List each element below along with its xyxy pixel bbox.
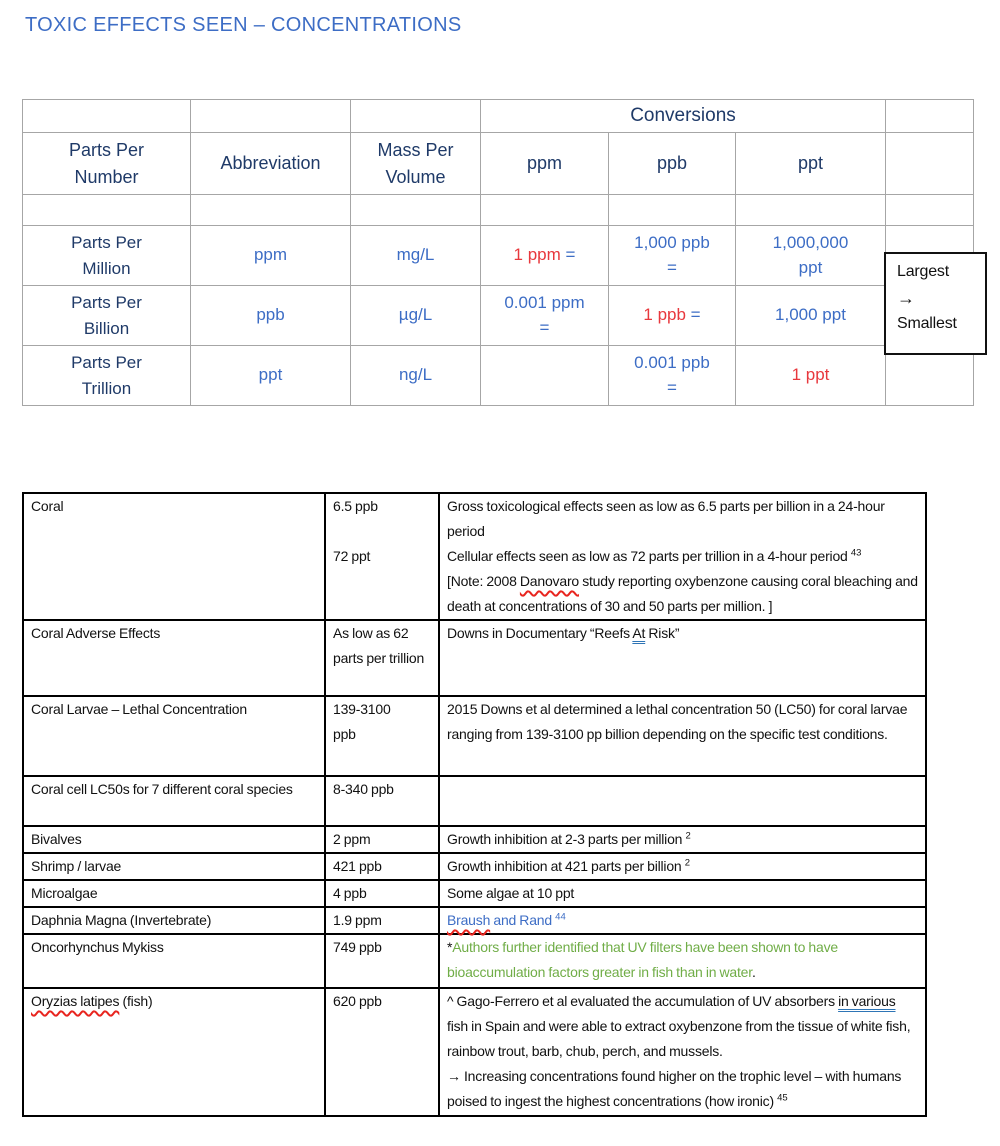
- description-paragraph: [447, 494, 918, 544]
- cell-ppt-abbr: ppt: [191, 346, 351, 406]
- grammar-flagged-word: At: [632, 625, 646, 641]
- concentration-cell: 620 ppb: [325, 988, 439, 1116]
- organism-cell: Coral Larvae – Lethal Concentration: [23, 696, 325, 776]
- description-cell: [439, 826, 926, 853]
- braush-rand-link[interactable]: [447, 912, 566, 928]
- empty-cell: [191, 195, 351, 226]
- description-cell: [439, 493, 926, 620]
- organism-cell: Microalgae: [23, 880, 325, 907]
- cell-ppb-abbr: ppb: [191, 286, 351, 346]
- row-label: Parts Per Million: [71, 233, 142, 278]
- concentration-cell: 1.9 ppm: [325, 907, 439, 934]
- concentration-value: 72 ppt: [333, 548, 371, 564]
- description-text: Growth inhibition at 2-3 parts per million: [447, 831, 686, 847]
- empty-cell: [481, 195, 609, 226]
- table-row-bivalves: [23, 826, 926, 853]
- misspelled-word: Braush: [447, 912, 491, 928]
- description-text: Growth inhibition at 421 parts per billion: [447, 858, 685, 874]
- description-cell: [439, 907, 926, 934]
- col-header-mass-per-volume: [351, 133, 481, 195]
- col-header-label: Parts Per Number: [68, 139, 145, 187]
- cell-ppm-to-ppb: [609, 226, 736, 286]
- description-text: Risk”: [645, 625, 680, 641]
- concentration-cell: [325, 696, 439, 776]
- toxic-effects-table: [22, 492, 927, 1117]
- equals-sign: =: [667, 257, 677, 277]
- description-cell: [439, 853, 926, 880]
- description-paragraph: [447, 544, 918, 569]
- empty-cell: [191, 100, 351, 133]
- description-text: ^ Gago-Ferrero et al evaluated the accumulation of UV absorbers: [447, 993, 839, 1009]
- grammar-flagged-phrase: in various: [838, 993, 896, 1009]
- col-header-parts-per-number: [23, 133, 191, 195]
- organism-cell: Coral Adverse Effects: [23, 620, 325, 696]
- row-label: Parts Per Billion: [71, 293, 142, 338]
- description-text-green: Authors further identified that UV filters have been shown to have bioaccumulation factors greater in fish than in water: [447, 939, 838, 980]
- organism-cell: Oncorhynchus Mykiss: [23, 934, 325, 988]
- footnote-superscript: 2: [685, 830, 691, 842]
- cell-ppt-to-ppb: [609, 346, 736, 406]
- organism-cell: Bivalves: [23, 826, 325, 853]
- cell-ppm-to-ppt: [736, 226, 886, 286]
- cell-ppm-to-ppm: [481, 226, 609, 286]
- organism-cell: Daphnia Magna (Invertebrate): [23, 907, 325, 934]
- organism-name-text: (fish): [119, 993, 153, 1009]
- equals-sign: =: [560, 245, 576, 265]
- cell-ppb-to-ppm: [481, 286, 609, 346]
- conversion-unit: ppt: [798, 257, 823, 277]
- footnote-superscript: 2: [684, 857, 691, 869]
- empty-cell: [23, 100, 191, 133]
- table-row-coral-cell-lc50s: [23, 776, 926, 826]
- row-parts-per-trillion: [23, 346, 974, 406]
- organism-cell: Coral: [23, 493, 325, 620]
- cell-ppt-mass: ng/L: [351, 346, 481, 406]
- concentration-cell: As low as 62 parts per trillion: [325, 620, 439, 696]
- description-cell: 2015 Downs et al determined a lethal concentration 50 (LC50) for coral larvae ranging from 139-3100 pp billion depending on the specific test conditions.: [439, 696, 926, 776]
- description-paragraph: [447, 989, 918, 1064]
- table-row-coral-adverse-effects: [23, 620, 926, 696]
- concentration-cell: [325, 493, 439, 620]
- concentration-value: 6.5 ppb: [333, 498, 378, 514]
- organism-cell: Shrimp / larvae: [23, 853, 325, 880]
- table-row-oncorhynchus-mykiss: [23, 934, 926, 988]
- footnote-superscript: 43: [850, 547, 862, 559]
- empty-cell: [481, 346, 609, 406]
- footnote-superscript: 45: [777, 1092, 788, 1104]
- highlighted-value: 1 ppm: [513, 245, 561, 265]
- table-row-coral: [23, 493, 926, 620]
- col-header-ppb: ppb: [609, 133, 736, 195]
- description-cell: [439, 934, 926, 988]
- concentration-cell: 749 ppb: [325, 934, 439, 988]
- col-header-label: Mass Per Volume: [377, 139, 454, 187]
- footnote-superscript: 44: [555, 911, 566, 923]
- table-row-shrimp-larvae: [23, 853, 926, 880]
- col-header-ppt: ppt: [736, 133, 886, 195]
- empty-cell: [351, 195, 481, 226]
- empty-cell: [886, 100, 974, 133]
- row-parts-per-billion: [23, 286, 974, 346]
- description-text: fish in Spain and were able to extract oxybenzone from the tissue of white fish, rainbow trout, barb, chub, perch, and mussels.: [447, 1018, 911, 1059]
- conversion-value: 1,000 ppb: [634, 232, 710, 252]
- description-text: study reporting oxybenzone causing coral bleaching and death at concentrations of 30 and 50 parts per million. ]: [447, 573, 918, 614]
- equals-sign: =: [539, 317, 550, 337]
- conversion-table: [22, 99, 974, 406]
- column-header-row: [23, 133, 974, 195]
- note-largest-label: Largest: [897, 263, 949, 280]
- blank-line: [333, 519, 431, 544]
- description-cell: Some algae at 10 ppt: [439, 880, 926, 907]
- table-row-microalgae: [23, 880, 926, 907]
- description-text: → Increasing concentrations found higher on the trophic level – with humans poised to ingest the highest concentrations (how ironic): [447, 1068, 902, 1109]
- cell-ppt-to-ppt: 1 ppt: [736, 346, 886, 406]
- description-text: Gross toxicological effects seen as low as 6.5 parts per billion in a 24-hour period: [447, 498, 885, 539]
- concentration-cell: 421 ppb: [325, 853, 439, 880]
- description-cell: [439, 620, 926, 696]
- table-row-coral-larvae: [23, 696, 926, 776]
- cell-ppb-to-ppb: [609, 286, 736, 346]
- table-row-oryzias-latipes: [23, 988, 926, 1116]
- link-text: and Rand: [490, 912, 556, 928]
- asterisk: *: [447, 939, 453, 955]
- equals-sign: =: [667, 377, 677, 397]
- organism-cell: [23, 988, 325, 1116]
- misspelled-word: Oryzias latipes: [31, 993, 120, 1009]
- conversion-value: 0.001 ppm: [504, 292, 585, 312]
- concentration-cell: 8-340 ppb: [325, 776, 439, 826]
- page-title: TOXIC EFFECTS SEEN – CONCENTRATIONS: [25, 14, 462, 36]
- concentration-unit: ppb: [333, 726, 356, 742]
- conversion-value: 1,000,000: [772, 232, 849, 252]
- empty-cell: [351, 100, 481, 133]
- equals-sign: =: [685, 305, 701, 325]
- empty-cell: [886, 133, 974, 195]
- cell-ppb-name: [23, 286, 191, 346]
- cell-ppm-abbr: ppm: [191, 226, 351, 286]
- description-text: .: [751, 964, 756, 980]
- empty-cell: [886, 195, 974, 226]
- cell-ppm-name: [23, 226, 191, 286]
- conversions-header-row: [23, 100, 974, 133]
- row-label: Parts Per Trillion: [71, 353, 142, 398]
- row-parts-per-million: [23, 226, 974, 286]
- note-smallest-label: Smallest: [897, 315, 957, 332]
- conversions-header: Conversions: [481, 100, 886, 133]
- largest-smallest-note-box: [884, 252, 987, 355]
- cell-ppb-to-ppt: 1,000 ppt: [736, 286, 886, 346]
- cell-ppb-mass: µg/L: [351, 286, 481, 346]
- description-paragraph: [447, 1064, 918, 1114]
- cell-ppm-mass: mg/L: [351, 226, 481, 286]
- col-header-ppm: ppm: [481, 133, 609, 195]
- empty-cell: [23, 195, 191, 226]
- description-paragraph: [447, 569, 918, 619]
- conversion-value: 0.001 ppb: [634, 352, 710, 372]
- description-text: [Note: 2008: [447, 573, 520, 589]
- misspelled-word: Danovaro: [519, 573, 579, 589]
- concentration-value: 139-3100: [333, 701, 391, 717]
- description-text: Downs in Documentary “Reefs: [447, 625, 633, 641]
- organism-cell: Coral cell LC50s for 7 different coral species: [23, 776, 325, 826]
- description-cell: [439, 776, 926, 826]
- spacer-row: [23, 195, 974, 226]
- concentration-cell: 2 ppm: [325, 826, 439, 853]
- description-cell: [439, 988, 926, 1116]
- description-text: Cellular effects seen as low as 72 parts per trillion in a 4-hour period: [447, 548, 851, 564]
- empty-cell: [736, 195, 886, 226]
- concentration-cell: 4 ppb: [325, 880, 439, 907]
- highlighted-value: 1 ppb: [643, 305, 686, 325]
- down-arrow-icon: →: [897, 288, 915, 308]
- empty-cell: [609, 195, 736, 226]
- table-row-daphnia-magna: [23, 907, 926, 934]
- col-header-abbreviation: Abbreviation: [191, 133, 351, 195]
- cell-ppt-name: [23, 346, 191, 406]
